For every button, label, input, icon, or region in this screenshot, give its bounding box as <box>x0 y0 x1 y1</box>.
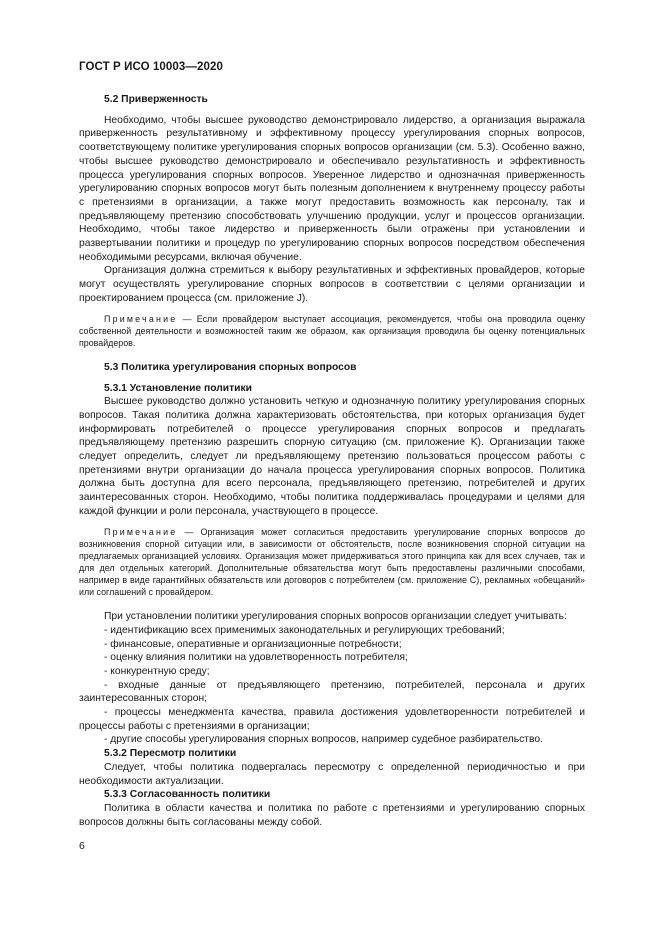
note-label: Примечание <box>104 313 178 324</box>
note-text: — Если провайдером выступает ассоциация, рекомендуется, чтобы она проводила оценку собственной деятельности и возможностей таким же образом, как организация проводила бы оценку потенциальных провайдеров. <box>79 313 585 348</box>
list-item: - другие способы урегулирования спорных вопросов, например судебное разбирательство. <box>104 734 543 746</box>
section-5-3-1-heading: 5.3.1 Установление политики <box>104 382 252 394</box>
section-5-3-3-paragraph: Политика в области качества и политика по работе с претензиями и урегулированию спорных вопросов должны быть согласованы между собой. <box>79 802 585 828</box>
section-5-2-note <box>79 313 585 349</box>
list-item: - процессы менеджмента качества, правила достижения удовлетворенности потребителей и процессы работы с претензиями в организации; <box>79 707 585 732</box>
note-label: Примечание <box>104 526 178 537</box>
section-5-2-paragraph-1: Необходимо, чтобы высшее руководство демонстрировало лидерство, а организация выражала приверженность результативному и эффективному процессу урегулирования спорных вопросов, соответствующему политике урегулирования спорных вопросов организации (см. 5.3). Особенно важно, чтобы высшее руководство демонстрировало и обеспечивало результативность и эффективность процесса урегулирования спорных вопросов. Уверенное лидерство и однозначная приверженность урегулированию спорных вопросов могут быть полезным дополнением к внутреннему процессу работы с претензиями в организации, а также могут предоставить возможность как персоналу, так и предъявляющему претензию способствовать улучшению продукции, услуг и процессов организации. Необходимо, чтобы такое лидерство и приверженность были отражены при установлении и развертывании политики и процедур по урегулированию спорных вопросов посредством обеспечения необходимыми ресурсами, включая обучение. <box>79 114 585 263</box>
page-content <box>79 93 585 829</box>
list-item: - конкурентную среду; <box>104 665 210 677</box>
section-5-3-2-heading: 5.3.2 Пересмотр политики <box>104 748 237 760</box>
section-5-3-heading: 5.3 Политика урегулирования спорных вопросов <box>104 361 357 373</box>
considerations-intro: При установлении политики урегулирования спорных вопросов организации следует учитывать: <box>104 611 567 623</box>
list-item: - входные данные от предъявляющего претензию, потребителей, персонала и других заинтересованных сторон; <box>79 679 585 705</box>
page-number: 6 <box>79 840 85 852</box>
list-item: - оценку влияния политики на удовлетворенность потребителя; <box>104 652 408 664</box>
section-5-2-heading: 5.2 Приверженность <box>104 94 208 105</box>
section-5-3-1-note <box>79 526 585 599</box>
section-5-3-2-paragraph: Следует, чтобы политика подвергалась пересмотру с определенной периодичностью и при необходимости актуализации. <box>79 761 585 787</box>
list-item: - финансовые, оперативные и организационные потребности; <box>104 638 402 650</box>
list-item: - идентификацию всех применимых законодательных и регулирующих требований; <box>104 624 505 636</box>
note-text: — Организация может согласиться предоставить урегулирование спорных вопросов до возникновения спорной ситуации или, в зависимости от обстоятельств, после возникновения спорной ситуации на предлагаемых организацией условиях. Организация может придерживаться этого принципа как для всех случаев, так и для дел отдельных категорий. Дополнительные обязательства могут быть предоставлены различными способами, например в виде гарантийных обязательств или договоров с потребителем (см. приложение C), рекламных «обещаний» или соглашений с провайдером. <box>79 526 585 598</box>
section-5-3-3-heading: 5.3.3 Согласованность политики <box>104 789 271 801</box>
document-header: ГОСТ Р ИСО 10003—2020 <box>79 61 224 73</box>
section-5-3-1-paragraph: Высшее руководство должно установить четкую и однозначную политику урегулирования спорных вопросов. Такая политика должна характеризовать обстоятельства, при которых организация будет информировать потребителей о процессе урегулирования спорных вопросов и предлагать предъявляющему претензию разрешить спорную ситуацию (см. приложение K). Организации также следует определить, следует ли предъявляющему претензию пользоваться процессом работы с претензиями внутри организации до начала процесса урегулирования спорных вопросов. Политика должна быть доступна для всего персонала, предъявляющего претензию, потребителей и других заинтересованных сторон. Необходимо, чтобы политика поддерживалась процедурами и целями для каждой функции и роли персонала, участвующего в процессе. <box>79 396 585 517</box>
section-5-2-paragraph-2: Организация должна стремиться к выбору результативных и эффективных провайдеров, которые могут осуществлять урегулирование спорных вопросов в соответствии с целями организации и проектированием процесса (см. приложение J). <box>79 265 585 304</box>
